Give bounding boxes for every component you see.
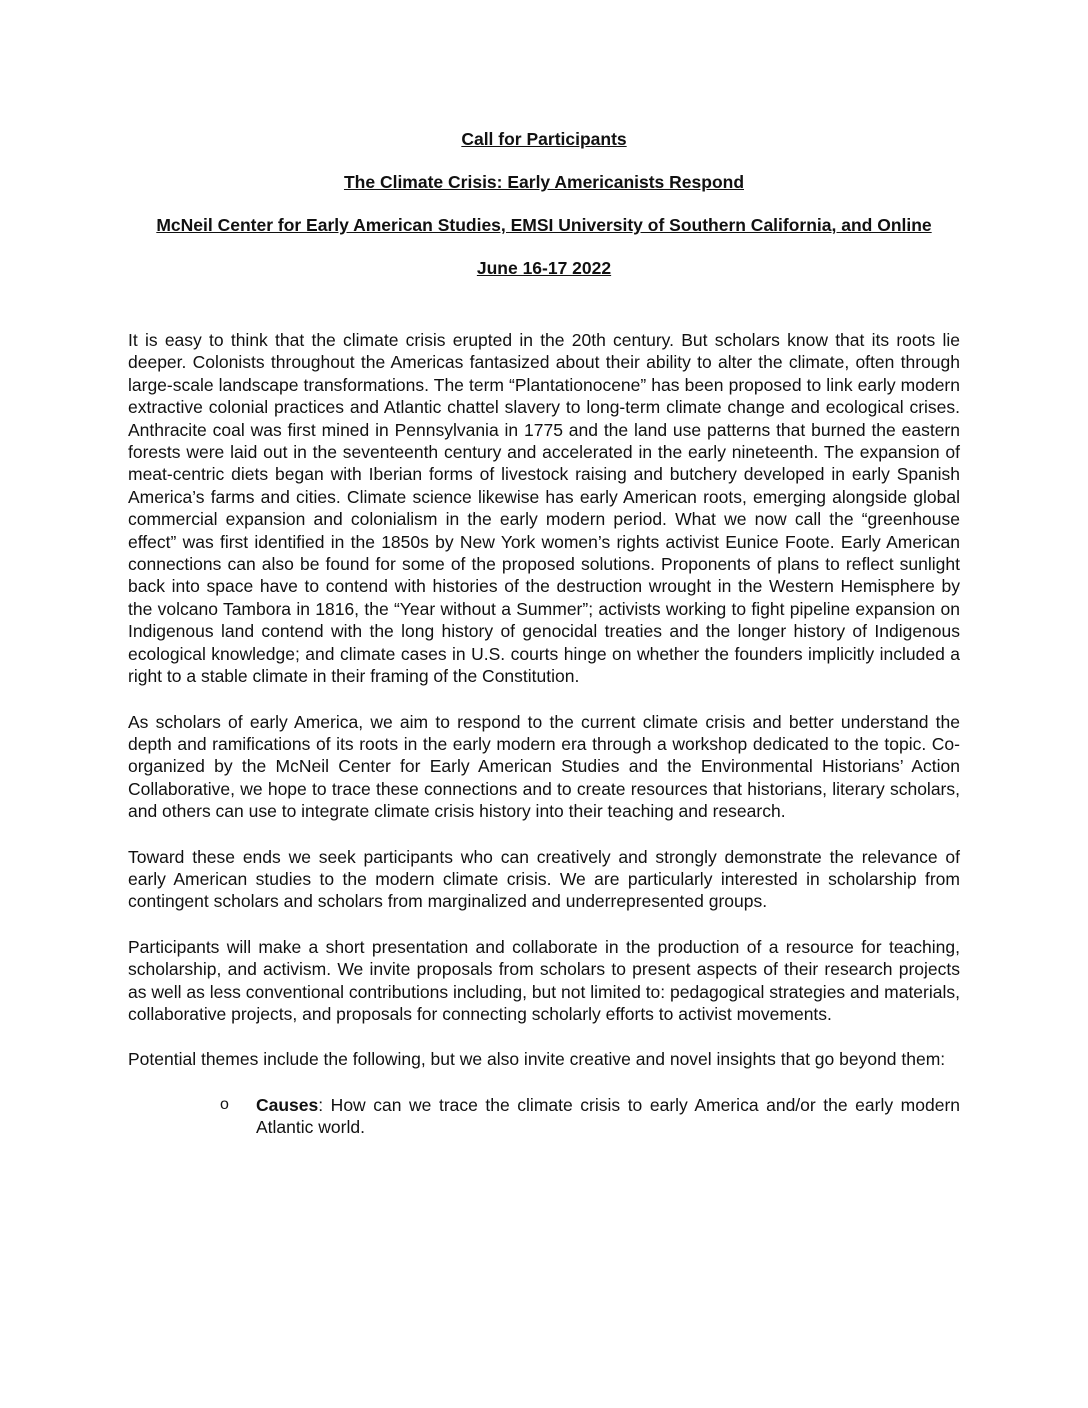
paragraph-contributions: Participants will make a short presentation and collaborate in the production of a resource for teaching, scholarship, and activism. We invite proposals from scholars to present aspects of their research projects as well as less conventional contributions including, but not limited to: pedagogical strategies and materials, collaborative projects, and proposals for connecting scholarly efforts to activist movements. <box>128 936 960 1024</box>
paragraph-aims: As scholars of early America, we aim to respond to the current climate crisis and better understand the depth and ramifications of its roots in the early modern era through a workshop dedicated to the topic. Co-organized by the McNeil Center for Early American Studies and the Environmental Historians’ Action Collaborative, we hope to trace these connections and to create resources that historians, literary scholars, and others can use to integrate climate crisis history into their teaching and research. <box>128 711 960 822</box>
document-subtitle: The Climate Crisis: Early Americanists Respond <box>343 172 745 192</box>
venue-heading: McNeil Center for Early American Studies, EMSI University of Southern California, and Online <box>156 215 932 235</box>
dates-heading: June 16-17 2022 <box>476 258 612 278</box>
paragraph-participants-sought: Toward these ends we seek participants who can creatively and strongly demonstrate the relevance of early American studies to the modern climate crisis. We are particularly interested in scholarship from contingent scholars and scholars from marginalized and underrepresented groups. <box>128 846 960 912</box>
themes-list <box>128 1094 960 1139</box>
theme-description: : How can we trace the climate crisis to early America and/or the early modern Atlantic world. <box>256 1094 960 1138</box>
body-text <box>128 329 960 1139</box>
theme-item <box>220 1094 960 1139</box>
theme-term: Causes <box>256 1094 319 1115</box>
heading-block <box>128 128 960 279</box>
hollow-bullet-icon: o <box>220 1095 229 1113</box>
paragraph-intro: It is easy to think that the climate crisis erupted in the 20th century. But scholars know that its roots lie deeper. Colonists throughout the Americas fantasized about their ability to alter the climate, often through large-scale landscape transformations. The term “Plantationocene” has been proposed to link early modern extractive colonial practices and Atlantic chattel slavery to long-term climate change and ecological crises. Anthracite coal was first mined in Pennsylvania in 1775 and the land use patterns that burned the eastern forests were laid out in the seventeenth century and accelerated in the early nineteenth. The expansion of meat-centric diets began with Iberian forms of livestock raising and butchery developed in early Spanish America’s farms and cities. Climate science likewise has early American roots, emerging alongside global commercial expansion and colonialism in the early modern period. What we now call the “greenhouse effect” was first identified in the 1850s by New York women’s rights activist Eunice Foote. Early American connections can also be found for some of the proposed solutions. Proponents of plans to reflect sunlight back into space have to contend with histories of the destruction wrought in the Western Hemisphere by the volcano Tambora in 1816, the “Year without a Summer”; activists working to fight pipeline expansion on Indigenous land contend with the long history of genocidal treaties and the longer history of Indigenous ecological knowledge; and climate cases in U.S. courts hinge on whether the founders implicitly included a right to a stable climate in their framing of the Constitution. <box>128 330 960 687</box>
paragraph-themes-intro: Potential themes include the following, but we also invite creative and novel insights that go beyond them: <box>128 1049 946 1070</box>
document-title: Call for Participants <box>461 129 627 149</box>
